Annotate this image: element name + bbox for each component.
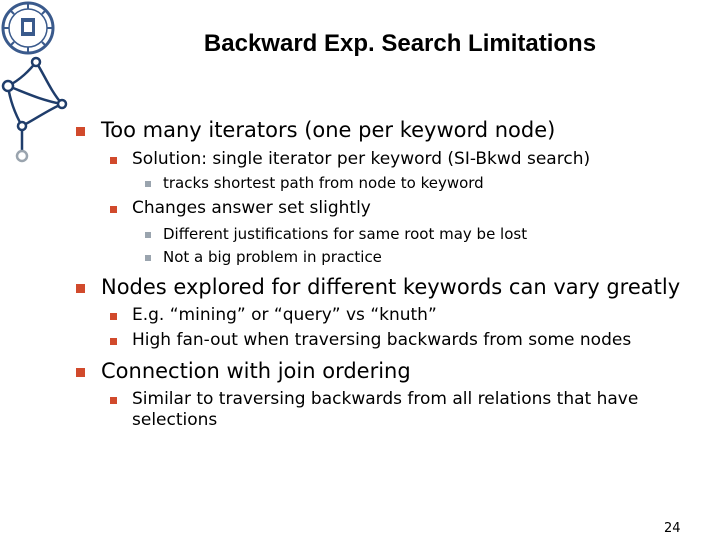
bullet-1-2-text: Changes answer set slightly: [132, 198, 371, 218]
bullet-3-1-continuation: selections: [132, 410, 218, 430]
bullet-marker: [76, 368, 85, 377]
bullet-3-text: Connection with join ordering: [101, 359, 411, 383]
bullet-marker: [110, 157, 117, 164]
bullet-marker: [145, 181, 151, 187]
bullet-marker: [110, 313, 117, 320]
bullet-1-2-1-text: Different justifications for same root may be lost: [163, 225, 528, 243]
bullet-marker: [76, 127, 85, 136]
bullet-marker: [110, 206, 117, 213]
bullet-1-1-1-text: tracks shortest path from node to keyword: [163, 174, 484, 192]
bullet-marker: [76, 284, 85, 293]
bullet-marker: [145, 232, 151, 238]
bullet-1-text: Too many iterators (one per keyword node): [101, 118, 556, 142]
bullet-marker: [110, 338, 117, 345]
bullet-marker: [110, 397, 117, 404]
bullet-2-text: Nodes explored for different keywords can vary greatly: [101, 275, 681, 299]
slide-title: Backward Exp. Search Limitations: [203, 30, 597, 57]
bullet-3-1-text: Similar to traversing backwards from all relations that have: [132, 389, 639, 409]
bullet-1-1-text: Solution: single iterator per keyword (SI-Bkwd search): [132, 149, 591, 169]
decorative-graph-icon: [0, 50, 70, 170]
page-number: 24: [664, 521, 681, 536]
bullet-2-2-text: High fan-out when traversing backwards from some nodes: [132, 330, 632, 350]
bullet-marker: [145, 255, 151, 261]
bullet-2-1-text: E.g. “mining” or “query” vs “knuth”: [132, 305, 437, 325]
bullet-1-2-2-text: Not a big problem in practice: [163, 248, 382, 266]
